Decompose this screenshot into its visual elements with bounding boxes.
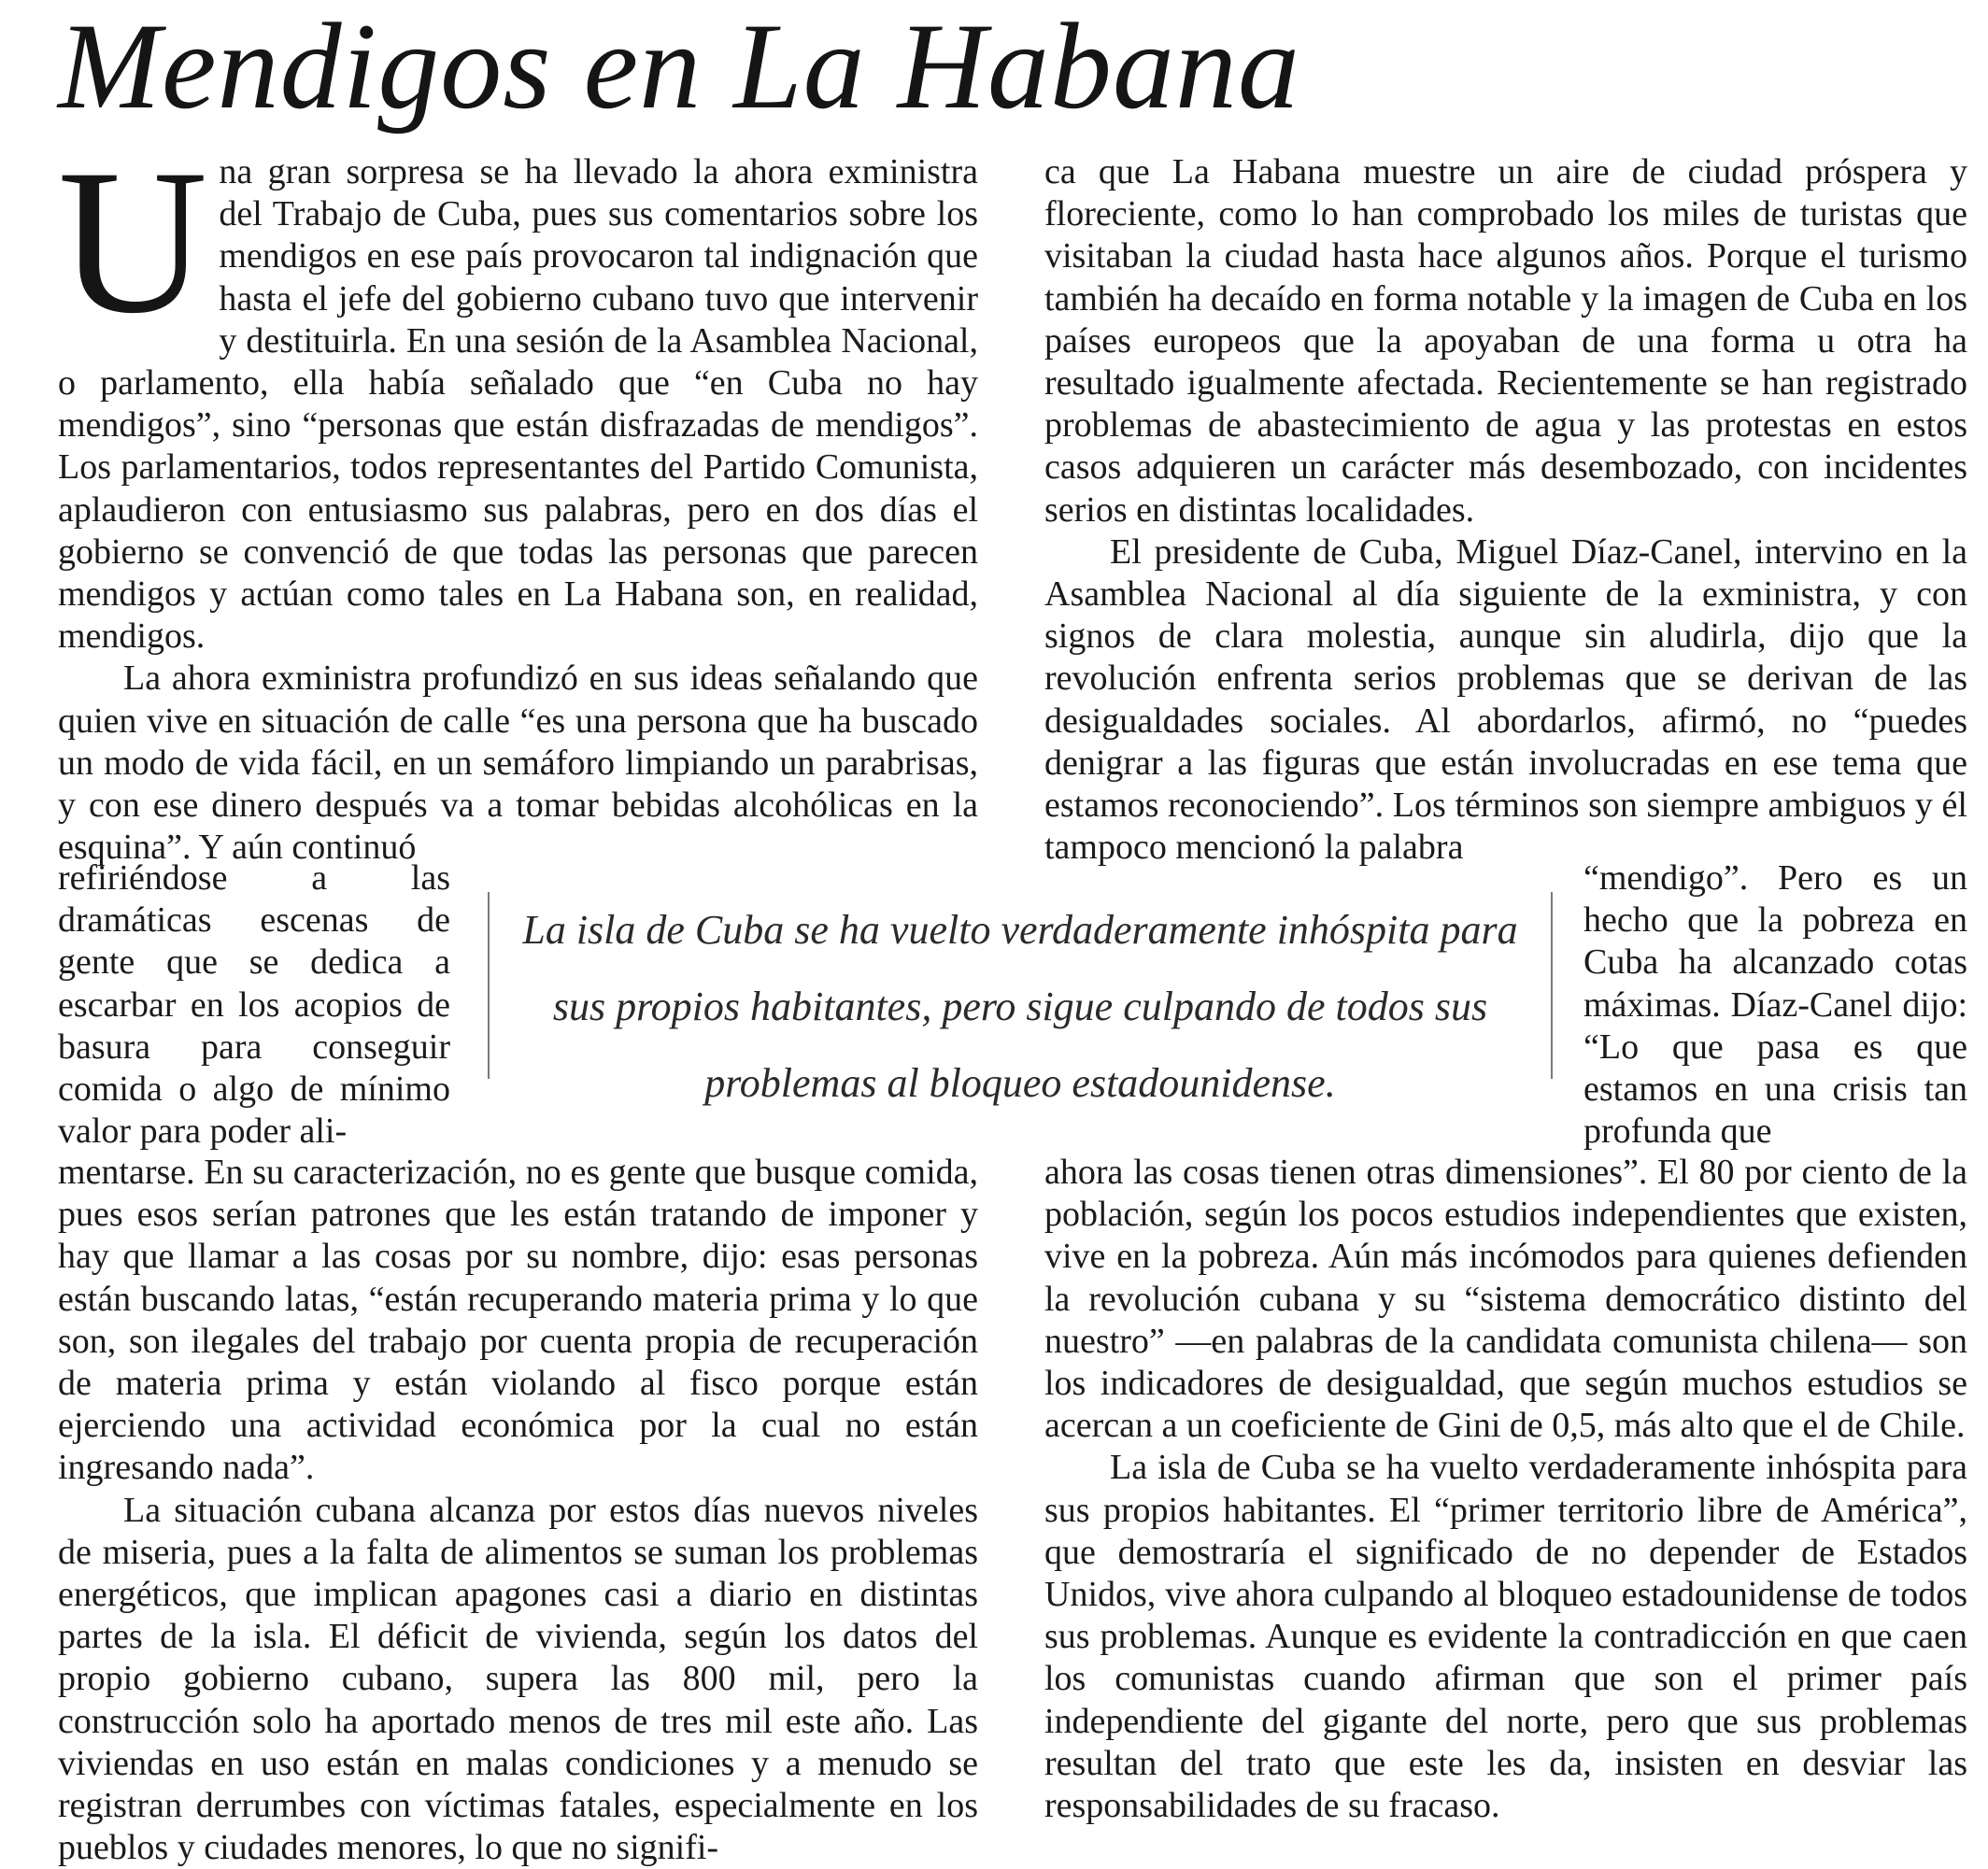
pull-quote-text: La isla de Cuba se ha vuelto verdaderamente inhóspita para sus propios habitantes, pero sigue culpando de todos sus problemas al bloqueo estadounidense.: [522, 907, 1518, 1106]
article-paragraph: “mendigo”. Pero es un hecho que la pobreza en Cuba ha alcanzado cotas máximas. Díaz-Canel dijo: “Lo que pasa es que estamos en una crisis tan profunda que: [1583, 858, 1967, 1152]
article-paragraph: La ahora exministra profundizó en sus ideas señalando que quien vive en situación de calle “es una persona que ha buscado un modo de vida fácil, en un semáforo limpiando un parabrisas, y con ese dinero después va a tomar bebidas alcohólicas en la esquina”. Y aún continuó: [58, 658, 978, 868]
pull-quote-right-rule: [1551, 892, 1553, 1079]
left-column-top: [58, 127, 978, 869]
article-paragraph: ahora las cosas tienen otras dimensiones”. El 80 por ciento de la población, según los pocos estudios independientes que existen, vive en la pobreza. Aún más incómodos para quienes defienden la revolución cubana y su “sistema democrático distinto del nuestro” —en palabras de la candidata comunista chilena— son los indicadores de desigualdad, que según muchos estudios se acercan a un coeficiente de Gini de 0,5, más alto que el de Chile.: [1044, 1153, 1967, 1446]
article-title: Mendigos en La Habana: [58, 0, 1300, 135]
right-column-bottom: [1044, 1152, 1967, 1827]
article-paragraph: mentarse. En su caracterización, no es gente que busque comida, pues esos serían patrones que les están tratando de imponer y hay que llamar a las cosas por su nombre, dijo: esas personas están buscando latas, “están recuperando materia prima y lo que son, son ilegales del trabajo por cuenta propia de recuperación de materia prima y están violando al fisco porque están ejerciendo una actividad económica por la cual no están ingresando nada”.: [58, 1153, 978, 1488]
article-paragraph: La situación cubana alcanza por estos días nuevos niveles de miseria, pues a la falta de alimentos se suman los problemas energéticos, que implican apagones casi a diario en distintas partes de la isla. El déficit de vivienda, según los datos del propio gobierno cubano, supera las 800 mil, pero la construcción solo ha aportado menos de tres mil este año. Las viviendas en uso están en malas condiciones y a menudo se registran derrumbes con víctimas fatales, especialmente en los pueblos y ciudades menores, lo que no signifi-: [58, 1490, 978, 1868]
left-column-bottom: [58, 1152, 978, 1869]
pull-quote-left-rule: [488, 892, 490, 1079]
paragraph-text: na gran sorpresa se ha llevado la ahora exministra del Trabajo de Cuba, pues sus comentarios sobre los mendigos en ese país provocaron tal indignación que hasta el jefe del gobierno cubano tuvo que intervenir y destituirla. En una sesión de la Asamblea Nacional, o parlamento, ella había señalado que “en Cuba no hay mendigos”, sino “personas que están disfrazadas de mendigos”. Los parlamentarios, todos representantes del Partido Comunista, aplaudieron con entusiasmo sus palabras, pero en dos días el gobierno se convenció de que todas las personas que parecen mendigos y actúan como tales en La Habana son, en realidad, mendigos.: [58, 152, 978, 657]
pull-quote: [488, 892, 1553, 1106]
article-paragraph: La isla de Cuba se ha vuelto verdaderamente inhóspita para sus propios habitantes. El “primer territorio libre de América”, que demostraría el significado de no depender de Estados Unidos, vive ahora culpando al bloqueo estadounidense de todos sus problemas. Aunque es evidente la contradicción en que caen los comunistas cuando afirman que son el primer país independiente del gigante del norte, pero que sus problemas resultan del trato que este les da, insisten en desviar las responsabilidades de su fracaso.: [1044, 1448, 1967, 1826]
article-paragraph: ca que La Habana muestre un aire de ciudad próspera y floreciente, como lo han comprobado los miles de turistas que visitaban la ciudad hasta hace algunos años. Porque el turismo también ha decaído en forma notable y la imagen de Cuba en los países europeos que la apoyaban de una forma u otra ha resultado igualmente afectada. Recientemente se han registrado problemas de abastecimiento de agua y las protestas en estos casos adquieren un carácter más desembozado, con incidentes serios en distintas localidades.: [1044, 152, 1967, 530]
left-column-narrow: [58, 857, 450, 1153]
article-paragraph: [58, 127, 978, 658]
drop-cap: U: [58, 127, 208, 357]
right-column-top: [1044, 151, 1967, 869]
article-paragraph: El presidente de Cuba, Miguel Díaz-Canel, intervino en la Asamblea Nacional al día siguiente de la exministra, y con signos de clara molestia, aunque sin aludirla, dijo que la revolución enfrenta serios problemas que se derivan de las desigualdades sociales. Al abordarlos, afirmó, no “puedes denigrar a las figuras que están involucradas en ese tema que estamos reconociendo”. Los términos son siempre ambiguos y él tampoco mencionó la palabra: [1044, 531, 1967, 868]
article-paragraph: refiriéndose a las dramáticas escenas de gente que se dedica a escarbar en los acopios de basura para conseguir comida o algo de mínimo valor para poder ali-: [58, 858, 450, 1152]
right-column-narrow: [1583, 857, 1967, 1153]
